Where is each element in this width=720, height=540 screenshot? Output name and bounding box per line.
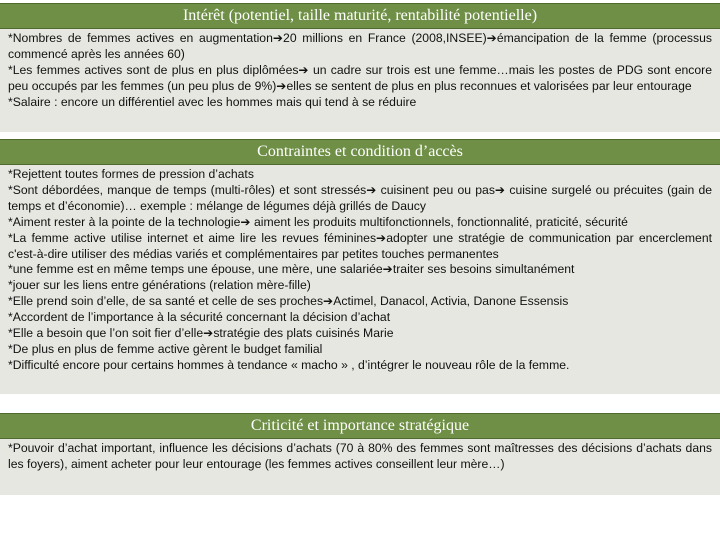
section-title: Contraintes et condition d’accès <box>0 139 720 165</box>
paragraph: *Elle a besoin que l’on soit fier d’elle➔stratégie des plats cuisinés Marie <box>8 326 394 341</box>
paragraph: *Aiment rester à la pointe de la technologie➔ aiment les produits multifonctionnels, fonctionnalité, praticité, sécurité <box>8 214 628 229</box>
section-body <box>0 29 720 132</box>
section-title: Criticité et importance stratégique <box>0 413 720 439</box>
section-body <box>0 165 720 394</box>
section-criticite <box>0 413 720 495</box>
section-body <box>0 439 720 495</box>
paragraph: *Rejettent toutes formes de pression d’achats <box>8 167 254 181</box>
paragraph: *jouer sur les liens entre générations (relation mère-fille) <box>8 278 311 293</box>
paragraph: *Salaire : encore un différentiel avec les hommes mais qui tend à se réduire <box>8 94 417 109</box>
paragraph: *Pouvoir d’achat important, influence les décisions d’achats (70 à 80% des femmes sont maîtresses des décisions d’achats dans les foyers), aiment acheter pour leur entourage (les femmes actives conseillent leur mère…) <box>8 441 712 471</box>
paragraph: *Elle prend soin d’elle, de sa santé et celle de ses proches➔Actimel, Danacol, Activia, Danone Essensis <box>8 294 569 309</box>
paragraph: *une femme est en même temps une épouse, une mère, une salariée➔traiter ses besoins simultanément <box>8 262 575 277</box>
paragraph: *Sont débordées, manque de temps (multi-rôles) et sont stressés➔ cuisinent peu ou pas➔ cuisine surgelé ou précuites (gain de temps et d’économie)… exemple : mélange de légumes déjà grillés de Daucy <box>8 182 712 213</box>
paragraph: *Les femmes actives sont de plus en plus diplômées➔ un cadre sur trois est une femme…mais les postes de PDG sont encore peu occupés par les femmes (un peu plus de 9%)➔elles se sentent de plus en plus reconnues et valorisées par leur entourage <box>8 62 712 93</box>
paragraph: *Nombres de femmes actives en augmentation➔20 millions en France (2008,INSEE)➔émancipation de la femme (processus commencé après les années 60) <box>8 31 712 61</box>
section-contraintes <box>0 139 720 394</box>
paragraph: *De plus en plus de femme active gèrent le budget familial <box>8 341 323 356</box>
paragraph: *Difficulté encore pour certains hommes à tendance « macho » , d’intégrer le nouveau rôle de la femme. <box>8 357 570 372</box>
paragraph: *La femme active utilise internet et aime lire les revues féminines➔adopter une stratégie de communication par encerclement c'est-à-dire utiliser des médias variés et complémentaires par petites touches permanentes <box>8 230 712 261</box>
section-interet <box>0 3 720 132</box>
paragraph: *Accordent de l’importance à la sécurité concernant la décision d’achat <box>8 310 391 325</box>
section-title: Intérêt (potentiel, taille maturité, rentabilité potentielle) <box>0 3 720 29</box>
